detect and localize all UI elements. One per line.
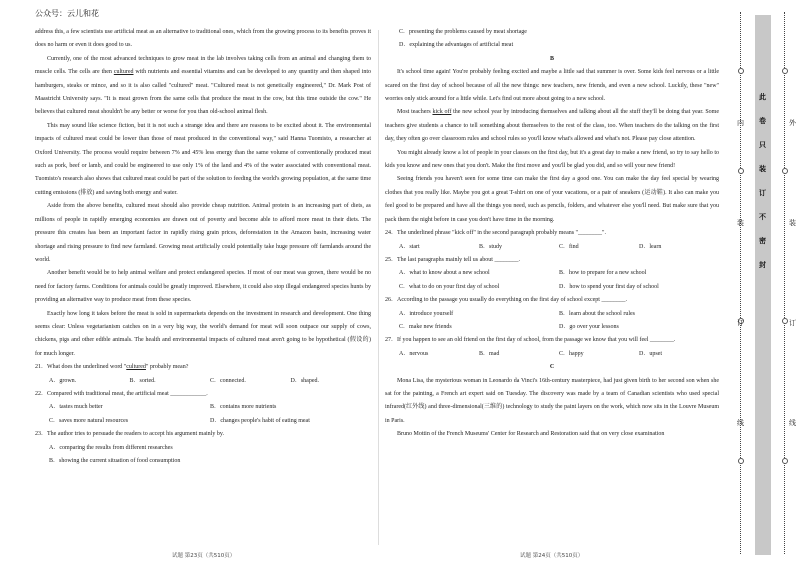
options-group bbox=[385, 241, 719, 254]
binding-word-inner: 装 bbox=[737, 219, 744, 227]
passage-paragraph bbox=[35, 53, 371, 120]
answer-option: A．start bbox=[399, 243, 420, 250]
question-stem bbox=[385, 227, 719, 240]
options-group bbox=[385, 348, 719, 361]
binding-circle bbox=[782, 318, 788, 324]
binding-dotted-line-right bbox=[784, 12, 785, 554]
binding-circle bbox=[782, 68, 788, 74]
answer-option: B．sorted. bbox=[129, 377, 156, 384]
answer-option: B．showing the current situation of food consumption bbox=[49, 458, 181, 464]
binding-margin bbox=[733, 0, 800, 566]
text-segment: 21．What does the underlined word " bbox=[35, 364, 127, 371]
answer-option: D．go over your lessons bbox=[559, 323, 619, 330]
text-segment: This may sound like science fiction, but it is not such a strange idea and there are reasons to be excited about it. The environmental impacts of cultured meat could be lower than those of meat produced in the conventional way," said Hanna Tuomisto, a researcher at Oxford University. The process would require between 7% and 45% less energy than the same volume of conventionally produced meat such as pork, beef or lamb, and could be engineered to use only 1% of the land and 4% of the water associated with conventional meat. Tuomisto's research also shows that cultured meat could be part of the solution to feeding the world's growing population, at the same time cutting emissions (排放) and saving both energy and water. bbox=[35, 122, 371, 196]
answer-option: C．connected. bbox=[210, 377, 246, 384]
answer-option: A．grown. bbox=[49, 377, 77, 384]
text-segment: address this, a few scientists use artificial meat as an alternative to traditional ones, which from the growing process to its benefits proves it does no harm or even it does good to us. bbox=[35, 29, 371, 49]
passage-paragraph bbox=[35, 267, 371, 307]
options-group bbox=[35, 401, 371, 428]
page-footer-left: 试题 第23页（共510页） bbox=[172, 553, 236, 559]
seal-character: 卷 bbox=[759, 117, 766, 125]
seal-character: 此 bbox=[759, 93, 766, 101]
seal-character: 封 bbox=[759, 261, 766, 269]
binding-circle bbox=[782, 458, 788, 464]
passage-paragraph bbox=[385, 428, 719, 441]
question-stem bbox=[385, 254, 719, 267]
underlined-word: cultured bbox=[113, 69, 134, 76]
text-segment: the new school year by introducing themselves and talking about all the stuff they'll be doing that year. Some teachers give students a chance to tell something about themselves to the rest of the class, too. When teachers do the talking on the first day, they often go over classroom rules and school rules so you'll know what's allowed and what's not. Please pay close attention. bbox=[385, 109, 719, 143]
text-segment: You might already know a lot of people in your classes on the first day, but it's a great day to make a new friend, so try to say hello to kids you know and new ones that you don't. Make the first move and you'll be glad you did, and so will your new friend! bbox=[385, 149, 719, 170]
text-segment: " probably mean? bbox=[145, 364, 189, 371]
underlined-word: cultured bbox=[126, 364, 146, 371]
text-segment: Aside from the above benefits, cultured meat should also provide cheap nutrition. Animal protein is an increasing part of diets, as millions of people in rapidly emerging economies are drawn out of poverty and become able to afford more meat in their diets. The pressure this creates has been an important factor in rapidly rising grain prices, deforestation in the Amazon basin, increasing water shortage and rising pressure to find new farmland. Growing meat artificially could potentially take huge pressure off farmlands around the world. bbox=[35, 203, 371, 263]
binding-word-inner: 订 bbox=[737, 319, 744, 327]
text-segment: 24．The underlined phrase "kick off" in the second paragraph probably means "________". bbox=[385, 230, 606, 237]
text-segment: 23．The author tries to persuade the readers to accept his argument mainly by. bbox=[35, 431, 224, 438]
binding-word-outer: 装 bbox=[789, 219, 796, 227]
question-stem bbox=[385, 334, 719, 347]
answer-option: D．shaped. bbox=[290, 377, 319, 384]
answer-option: D．upset bbox=[639, 350, 662, 357]
passage-paragraph bbox=[385, 106, 719, 146]
answer-option: B．mad bbox=[479, 350, 500, 357]
answer-option: A．tastes much better bbox=[49, 404, 103, 411]
answer-option: D．explaining the advantages of artificial meat bbox=[399, 42, 514, 49]
binding-dotted-line-left bbox=[740, 12, 741, 554]
question-stem bbox=[385, 294, 719, 307]
text-segment: 25．The last paragraphs mainly tell us about ________. bbox=[385, 256, 520, 263]
answer-option: C．make new friends bbox=[399, 323, 452, 330]
text-segment: Exactly how long it takes before the meat is sold in supermarkets depends on the investment in research and development. One thing seems clear: Unless vegetarianism catches on in a very big way, the world's demand for meat will soon outpace our supply of cows, chickens, pigs and other edible animals. The health and environmental impacts of cultured meat aren't going to be hypothetical (假设的) for much longer. bbox=[35, 310, 371, 357]
text-segment: Seeing friends you haven't seen for some time can make the first day a good one. You can make the day feel special by wearing clothes that you really like. Maybe you got a great T-shirt on one of your vacations, or a pair of sneakers (运动鞋). It also can make you feel good to be prepared and have all the things you need, such as pencils, folders, and whatever else you'll need. But make sure that you pack them the night before in case you don't have time in the morning. bbox=[385, 176, 719, 223]
binding-word-outer: 订 bbox=[789, 319, 796, 327]
answer-option: A．nervous bbox=[399, 350, 429, 357]
binding-circle bbox=[782, 168, 788, 174]
header-label: 公众号：云儿和花 bbox=[35, 9, 99, 18]
passage-paragraph bbox=[35, 120, 371, 200]
section-heading: C bbox=[549, 364, 555, 371]
text-segment: Another benefit would be to help animal welfare and protect endangered species. If most of our meat was grown, there would be no need for factory farms. Conditions for animals could be greatly improved. Elsewhere, it could also stop illegal endangered species hunts by providing an alternative way to produce meat from these species. bbox=[35, 270, 371, 304]
seal-character: 只 bbox=[759, 141, 766, 149]
binding-word-outer: 外 bbox=[789, 119, 796, 127]
answer-option: A．introduce yourself bbox=[399, 310, 454, 317]
text-segment: Currently, one of the most advanced techniques to grow meat in the lab involves taking cells from an animal and changing them to muscle cells. The cells are then bbox=[35, 55, 371, 76]
passage-paragraph bbox=[35, 308, 371, 362]
question-stem bbox=[35, 388, 371, 401]
passage-paragraph bbox=[385, 66, 719, 106]
binding-word-outer: 线 bbox=[789, 419, 796, 427]
seal-character: 订 bbox=[759, 189, 766, 197]
binding-word-inner: 内 bbox=[737, 119, 744, 127]
passage-paragraph bbox=[35, 200, 371, 267]
answer-option: A．comparing the results from different researches bbox=[49, 444, 173, 451]
text-segment: It's school time again! You're probably feeling excited and maybe a little sad that summer is over. Some kids feel nervous or a little scared on the first day of school because of all the new things: new teachers, new friends, and even a new school. Luckily, these "new" worries only stick around for a little while. Let's find out more about going to a new school. bbox=[385, 69, 719, 103]
options-group bbox=[385, 308, 719, 335]
text-segment: Mona Lisa, the mysterious woman in Leonardo da Vinci's 16th-century masterpiece, had just given birth to her second son when she sat for the painting, a French art expert said on Tuesday. The discovery was made by a team of Canadian scientists who used special infrared(红外线) and three-dimensional(三维的) technology to study the paint layers on the work, which now sits in the Louvre Museum in Paris. bbox=[385, 377, 719, 424]
answer-option: B．how to prepare for a new school bbox=[559, 270, 647, 277]
answer-option: A．what to know about a new school bbox=[399, 270, 490, 277]
answer-option: C．presenting the problems caused by meat shortage bbox=[399, 29, 527, 35]
options-group bbox=[35, 375, 371, 388]
answer-option: C．find bbox=[559, 243, 579, 250]
text-segment: Bruno Mottin of the French Museums' Center for Research and Restoration said that on very close examination bbox=[397, 431, 665, 438]
right-column bbox=[385, 26, 719, 442]
seal-character: 装 bbox=[759, 165, 766, 173]
question-stem bbox=[35, 428, 371, 441]
text-segment: with nutrients and essential vitamins and can be developed to any quantity and then shaped into hamburgers, steaks or mince, and so it is also called "cultured" meat. "Cultured meat is not genetically engineered," Dr. Mark Post of Maastricht University says. "It is meat grown from the same cells that produce the meat in the cow, but this time outside the cow." He believes that cultured meat shouldn't be any better or worse for you than old-school animal flesh. bbox=[35, 69, 372, 116]
passage-paragraph bbox=[385, 173, 719, 227]
section-heading: B bbox=[549, 55, 554, 62]
text-segment: Most teachers bbox=[397, 109, 433, 116]
options-group bbox=[35, 442, 371, 469]
text-segment: 26．According to the passage you usually do everything on the first day of school except ________. bbox=[385, 297, 627, 304]
binding-circle bbox=[738, 458, 744, 464]
passage-paragraph bbox=[35, 26, 371, 53]
answer-option: C．happy bbox=[559, 350, 584, 357]
seal-character: 密 bbox=[759, 237, 766, 245]
passage-paragraph bbox=[385, 375, 719, 429]
answer-option: D．changes people's habit of eating meat bbox=[210, 417, 310, 424]
text-segment: 22．Compared with traditional meat, the artificial meat ____________. bbox=[35, 390, 208, 397]
underlined-word: kick off bbox=[432, 109, 452, 116]
binding-circle bbox=[738, 168, 744, 174]
answer-option: C．what to do on your first day of school bbox=[399, 283, 500, 290]
options-group bbox=[385, 267, 719, 294]
left-column bbox=[35, 26, 371, 468]
column-divider bbox=[378, 30, 379, 545]
question-stem bbox=[35, 361, 371, 374]
answer-option: B．learn about the school rules bbox=[559, 310, 635, 317]
binding-word-inner: 线 bbox=[737, 419, 744, 427]
answer-option: D．learn bbox=[639, 243, 662, 250]
page-footer-right: 试题 第24页（共510页） bbox=[520, 553, 584, 559]
answer-option: C．saves more natural resources bbox=[49, 417, 129, 424]
answer-option: B．contains more nutrients bbox=[210, 404, 277, 411]
binding-circle bbox=[738, 68, 744, 74]
answer-option: B．study bbox=[479, 243, 503, 250]
passage-paragraph bbox=[385, 147, 719, 174]
text-segment: 27．If you happen to see an old friend on the first day of school, from the passage we know that you will feel ________. bbox=[385, 337, 676, 344]
answer-option: D．how to spend your first day of school bbox=[559, 283, 659, 290]
seal-character: 不 bbox=[759, 213, 766, 221]
options-group bbox=[385, 26, 719, 53]
